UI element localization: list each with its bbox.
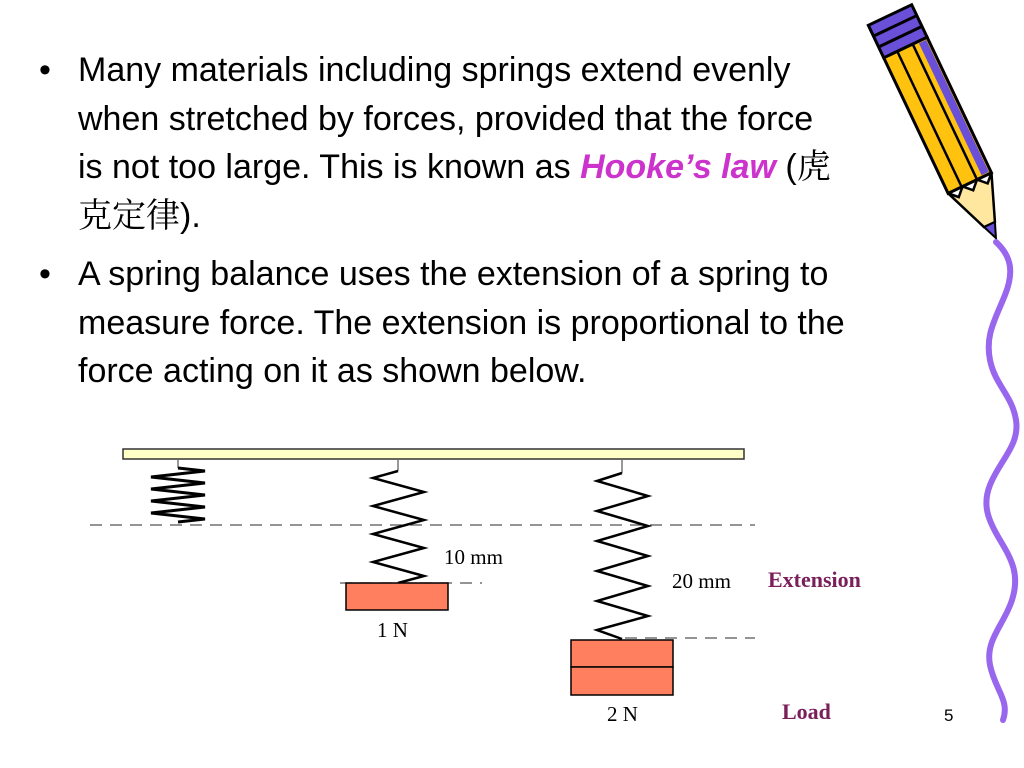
load-heading: Load [782,699,831,724]
bullet-spring-balance [78,250,845,396]
support-bar [123,449,744,459]
spring-unloaded [151,468,205,522]
bullet-line: measure force. The extension is proportional to the [78,303,845,342]
bullet-line: force acting on it as shown below. [78,352,587,391]
bullet-line [78,143,831,192]
bullet-line: Many materials including springs extend evenly [78,51,791,89]
hookes-law-term: Hooke’s law [580,148,776,187]
pencil-icon [868,5,1017,249]
chinese-term-start: (虎 [775,148,831,187]
bullet-marker: • [39,51,51,89]
extension-heading: Extension [768,567,861,592]
bullet-marker: • [39,255,51,293]
chinese-term-end: 克定律). [78,197,201,236]
load-label-1n: 1 N [377,618,408,642]
scribble-line [986,242,1016,720]
load-block-1n [346,583,448,610]
extension-label-1n: 10 mm [444,545,503,569]
bullet-line: A spring balance uses the extension of a spring to [78,255,829,293]
load-block-2n-lower [571,667,673,695]
bullet-line: when stretched by forces, provided that the force [78,99,814,138]
spring-1n [373,471,424,583]
bullet-text: is not too large. This is known as [78,148,581,187]
load-label-2n: 2 N [607,702,638,726]
extension-label-2n: 20 mm [672,569,731,593]
load-block-2n-upper [571,640,673,667]
bullet-hookes-law [78,46,831,241]
page-number: 5 [944,706,954,725]
spring-2n [597,473,648,639]
